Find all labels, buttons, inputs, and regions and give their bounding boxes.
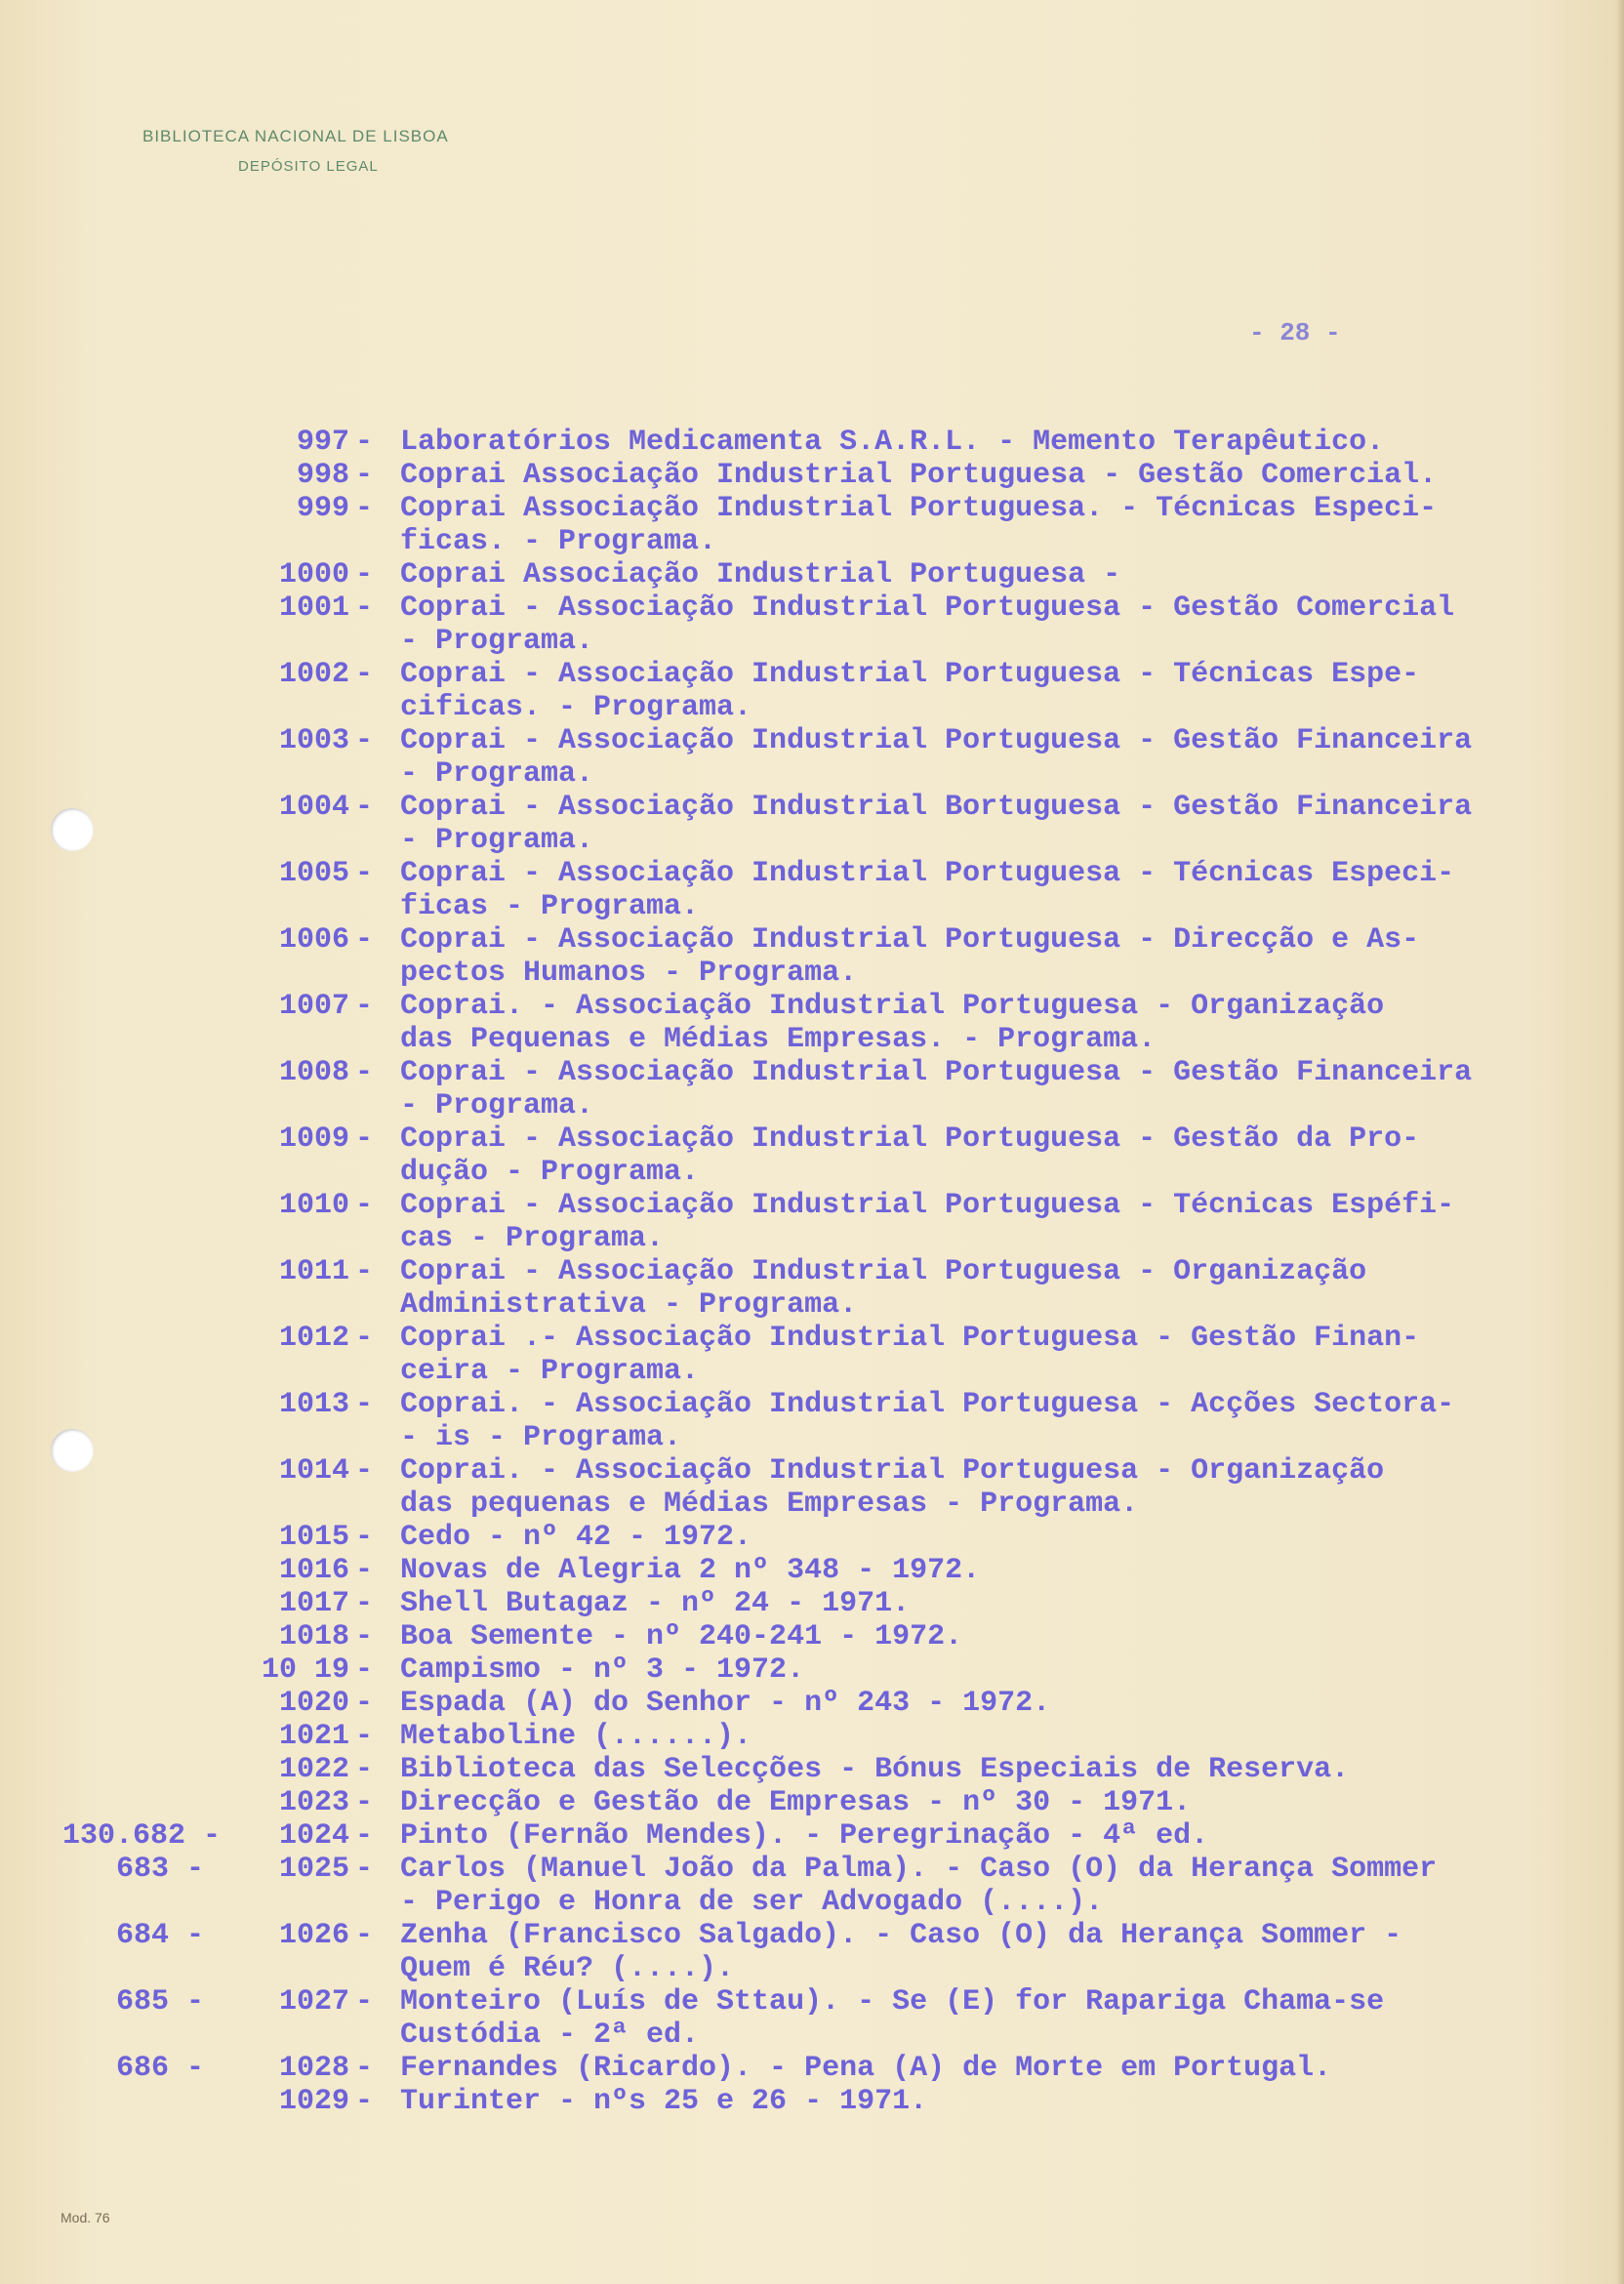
entry-title: Laboratórios Medicamenta S.A.R.L. - Memento Terapêutico. [400,426,1385,459]
entry-dash: - [355,1819,374,1853]
entry-title: Espada (A) do Senhor - nº 243 - 1972. [400,1687,1051,1720]
entry-title: Novas de Alegria 2 nº 348 - 1972. [400,1554,981,1587]
old-register-number: 685 - [115,1985,204,2019]
entry-title: Coprai. - Associação Industrial Portuguesa - Organização [400,1454,1385,1488]
entry-dash: - [355,1122,374,1156]
list-item [0,492,1624,558]
entry-title: Coprai - Associação Industrial Portuguesa - Gestão Financeira [400,1056,1473,1089]
entry-number: 1007 [278,990,349,1023]
entry-number: 1016 [278,1554,349,1587]
entry-title: Coprai. - Associação Industrial Portuguesa - Organização [400,990,1385,1023]
entry-number: 1021 [278,1720,349,1753]
entry-title: Coprai Associação Industrial Portuguesa - [400,558,1121,591]
entry-number: 1029 [278,2085,349,2118]
list-item [0,1620,1624,1653]
list-item [0,1919,1624,1985]
entry-title: Monteiro (Luís de Sttau). - Se (E) for Rapariga Chama-se [400,1985,1385,2019]
entry-dash: - [355,492,374,525]
list-item [0,459,1624,492]
entry-title-continuation: cas - Programa. [400,1222,665,1255]
old-register-number: 684 - [115,1919,204,1952]
entry-number: 1010 [278,1189,349,1222]
list-item [0,1189,1624,1255]
entry-dash: - [355,2052,374,2085]
list-item [0,1388,1624,1454]
list-item [0,1322,1624,1388]
entry-number: 1025 [278,1853,349,1886]
entry-title: Coprai - Associação Industrial Portuguesa - Direcção e As- [400,923,1420,957]
entry-title: Turinter - nºs 25 e 26 - 1971. [400,2085,928,2118]
entry-number: 1006 [278,923,349,957]
entry-dash: - [355,923,374,957]
entry-title: Coprai .- Associação Industrial Portuguesa - Gestão Finan- [400,1322,1420,1355]
entry-title: Coprai. - Associação Industrial Portuguesa - Acções Sectora- [400,1388,1455,1421]
entry-title-continuation: ficas - Programa. [400,890,700,923]
list-item [0,1056,1624,1122]
old-register-number: 683 - [115,1853,204,1886]
entry-title: Coprai - Associação Industrial Portuguesa - Técnicas Espe- [400,658,1420,691]
entry-title-continuation: das Pequenas e Médias Empresas. - Programa. [400,1023,1157,1056]
entry-number: 1001 [278,591,349,625]
library-stamp-line2: DEPÓSITO LEGAL [238,158,379,175]
entry-number: 1009 [278,1122,349,1156]
entry-title: Carlos (Manuel João da Palma). - Caso (O) da Herança Sommer [400,1853,1438,1886]
entry-number: 1000 [278,558,349,591]
entry-number: 1011 [278,1255,349,1288]
entry-number: 1020 [278,1687,349,1720]
entry-number: 1014 [278,1454,349,1488]
entry-title: Coprai Associação Industrial Portuguesa. - Técnicas Especi- [400,492,1438,525]
entry-title-continuation: das pequenas e Médias Empresas - Programa. [400,1488,1139,1521]
list-item [0,1853,1624,1919]
entry-dash: - [355,1587,374,1620]
entry-dash: - [355,1687,374,1720]
entry-dash: - [355,1720,374,1753]
list-item [0,724,1624,791]
entry-number: 1024 [278,1819,349,1853]
page-number: - 28 - [1249,318,1341,347]
entry-title-continuation: ceira - Programa. [400,1355,700,1388]
list-item [0,2052,1624,2085]
entry-dash: - [355,1255,374,1288]
entry-number: 1002 [278,658,349,691]
entry-number: 10 19 [261,1653,349,1687]
entry-dash: - [355,1056,374,1089]
entry-dash: - [355,1521,374,1554]
entry-dash: - [355,1620,374,1653]
entry-title: Coprai - Associação Industrial Portuguesa - Técnicas Espéfi- [400,1189,1455,1222]
entry-title: Coprai - Associação Industrial Portuguesa - Gestão Comercial [400,591,1455,625]
entry-title-continuation: - Programa. [400,625,594,658]
entry-number: 1005 [278,857,349,890]
entry-title: Coprai - Associação Industrial Portuguesa - Técnicas Especi- [400,857,1455,890]
entry-title-continuation: Administrativa - Programa. [400,1288,858,1322]
entry-number: 1003 [278,724,349,757]
entry-title: Zenha (Francisco Salgado). - Caso (O) da Herança Sommer - [400,1919,1402,1952]
list-item [0,990,1624,1056]
entry-dash: - [355,1454,374,1488]
list-item [0,2085,1624,2118]
entry-title: Fernandes (Ricardo). - Pena (A) de Morte em Portugal. [400,2052,1332,2085]
list-item [0,1122,1624,1189]
entry-title-continuation: Custódia - 2ª ed. [400,2019,700,2052]
library-stamp-line1: BIBLIOTECA NACIONAL DE LISBOA [142,127,449,145]
entry-list [0,426,1624,2118]
entry-title-continuation: ficas. - Programa. [400,525,717,558]
list-item [0,1819,1624,1853]
entry-number: 1022 [278,1753,349,1786]
old-register-number: 686 - [115,2052,204,2085]
list-item [0,1753,1624,1786]
entry-dash: - [355,990,374,1023]
entry-number: 998 [296,459,349,492]
list-item [0,1554,1624,1587]
old-register-number: 130.682 - [62,1819,222,1853]
list-item [0,1687,1624,1720]
entry-number: 1028 [278,2052,349,2085]
entry-dash: - [355,591,374,625]
list-item [0,1255,1624,1322]
list-item [0,923,1624,990]
entry-number: 1018 [278,1620,349,1653]
entry-title: Boa Semente - nº 240-241 - 1972. [400,1620,963,1653]
entry-number: 999 [296,492,349,525]
entry-dash: - [355,1653,374,1687]
entry-dash: - [355,1985,374,2019]
entry-title: Pinto (Fernão Mendes). - Peregrinação - 4ª ed. [400,1819,1209,1853]
entry-title: Coprai - Associação Industrial Portuguesa - Gestão Financeira [400,724,1473,757]
list-item [0,1720,1624,1753]
entry-number: 1004 [278,791,349,824]
entry-number: 1017 [278,1587,349,1620]
entry-dash: - [355,1853,374,1886]
entry-title: Cedo - nº 42 - 1972. [400,1521,752,1554]
entry-title: Metaboline (......). [400,1720,752,1753]
list-item [0,591,1624,658]
entry-number: 1013 [278,1388,349,1421]
entry-title: Direcção e Gestão de Empresas - nº 30 - 1971. [400,1786,1192,1819]
entry-number: 1008 [278,1056,349,1089]
entry-title: Biblioteca das Selecções - Bónus Especiais de Reserva. [400,1753,1350,1786]
entry-dash: - [355,1322,374,1355]
list-item [0,1786,1624,1819]
entry-dash: - [355,1554,374,1587]
list-item [0,857,1624,923]
entry-dash: - [355,1388,374,1421]
entry-title-continuation: pectos Humanos - Programa. [400,957,858,990]
entry-title-continuation: - is - Programa. [400,1421,682,1454]
entry-title-continuation: dução - Programa. [400,1156,700,1189]
entry-dash: - [355,426,374,459]
entry-dash: - [355,1919,374,1952]
list-item [0,791,1624,857]
entry-title-continuation: - Perigo e Honra de ser Advogado (....). [400,1886,1104,1919]
entry-title: Shell Butagaz - nº 24 - 1971. [400,1587,911,1620]
entry-number: 1015 [278,1521,349,1554]
entry-title-continuation: - Programa. [400,824,594,857]
entry-dash: - [355,558,374,591]
entry-dash: - [355,724,374,757]
entry-number: 1023 [278,1786,349,1819]
entry-dash: - [355,658,374,691]
entry-title: Coprai - Associação Industrial Bortuguesa - Gestão Financeira [400,791,1473,824]
list-item [0,426,1624,459]
entry-dash: - [355,1189,374,1222]
list-item [0,1521,1624,1554]
list-item [0,1454,1624,1521]
entry-title: Coprai Associação Industrial Portuguesa - Gestão Comercial. [400,459,1438,492]
entry-title-continuation: - Programa. [400,1089,594,1122]
list-item [0,658,1624,724]
entry-title: Coprai - Associação Industrial Portuguesa - Organização [400,1255,1367,1288]
entry-number: 1026 [278,1919,349,1952]
entry-dash: - [355,1786,374,1819]
entry-number: 1027 [278,1985,349,2019]
entry-dash: - [355,2085,374,2118]
entry-dash: - [355,857,374,890]
entry-dash: - [355,791,374,824]
list-item [0,1587,1624,1620]
entry-title-continuation: cificas. - Programa. [400,691,752,724]
form-code: Mod. 76 [61,2210,110,2225]
list-item [0,1985,1624,2052]
entry-title: Coprai - Associação Industrial Portuguesa - Gestão da Pro- [400,1122,1420,1156]
entry-title-continuation: - Programa. [400,757,594,791]
entry-number: 1012 [278,1322,349,1355]
entry-dash: - [355,1753,374,1786]
list-item [0,558,1624,591]
list-item [0,1653,1624,1687]
entry-dash: - [355,459,374,492]
entry-number: 997 [296,426,349,459]
entry-title: Campismo - nº 3 - 1972. [400,1653,805,1687]
entry-title-continuation: Quem é Réu? (....). [400,1952,735,1985]
